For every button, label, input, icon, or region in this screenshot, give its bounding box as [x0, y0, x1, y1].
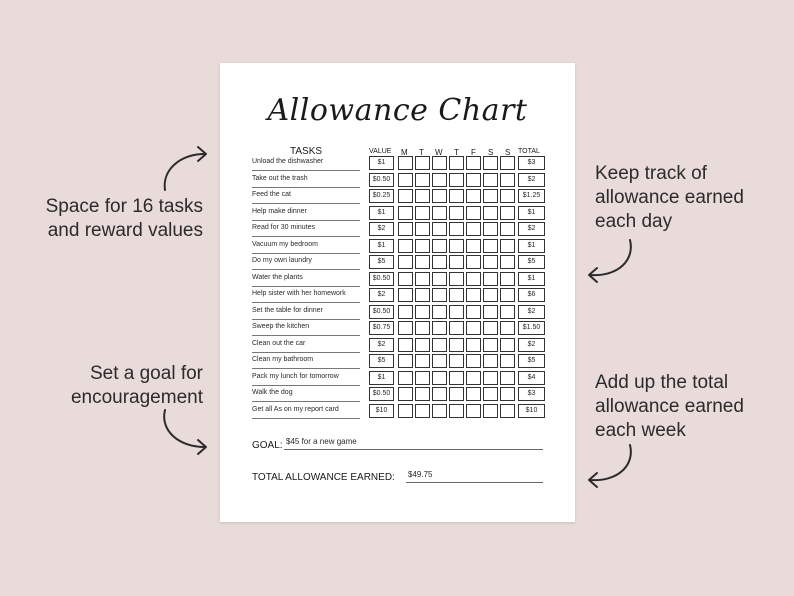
- sheet-title: Allowance Chart: [267, 93, 528, 128]
- day-checkbox: [432, 288, 447, 302]
- task-name: Walk the dog: [252, 387, 360, 402]
- day-checkbox: [449, 272, 464, 286]
- arrow-goal-icon: [150, 405, 220, 465]
- header-value: VALUE: [369, 148, 392, 155]
- task-value: $2: [369, 338, 394, 352]
- arrow-track-icon: [580, 235, 650, 295]
- day-checkbox: [449, 387, 464, 401]
- table-row: [252, 255, 552, 269]
- day-checkbox: [466, 305, 481, 319]
- table-row: [252, 371, 552, 385]
- task-name: Read for 30 minutes: [252, 222, 360, 237]
- earned-line: [406, 482, 543, 483]
- day-checkbox: [483, 354, 498, 368]
- day-checkbox: [398, 173, 413, 187]
- task-name: Vacuum my bedroom: [252, 239, 360, 254]
- day-checkbox: [449, 288, 464, 302]
- task-value: $0.50: [369, 387, 394, 401]
- day-checkbox: [466, 173, 481, 187]
- day-checkbox: [466, 272, 481, 286]
- day-checkbox: [415, 173, 430, 187]
- day-checkbox: [500, 321, 515, 335]
- callout-track-line1: Keep track of: [595, 163, 707, 184]
- day-checkbox: [432, 354, 447, 368]
- table-row: [252, 206, 552, 220]
- day-checkbox: [398, 371, 413, 385]
- day-checkbox: [415, 272, 430, 286]
- day-checkbox: [500, 255, 515, 269]
- task-value: $0.75: [369, 321, 394, 335]
- table-row: [252, 272, 552, 286]
- task-total: $6: [518, 288, 545, 302]
- day-checkbox: [415, 255, 430, 269]
- task-total: $3: [518, 156, 545, 170]
- callout-tasks-line2: and reward values: [47, 220, 203, 241]
- table-row: [252, 189, 552, 203]
- task-value: $0.50: [369, 272, 394, 286]
- day-checkbox: [415, 321, 430, 335]
- task-total: $1: [518, 206, 545, 220]
- task-value: $5: [369, 354, 394, 368]
- day-checkbox: [398, 404, 413, 418]
- day-checkbox: [398, 272, 413, 286]
- day-checkbox: [415, 371, 430, 385]
- task-total: $4: [518, 371, 545, 385]
- task-name: Help make dinner: [252, 206, 360, 221]
- day-checkbox: [483, 371, 498, 385]
- task-total: $2: [518, 222, 545, 236]
- callout-track: [595, 162, 785, 234]
- day-checkbox: [483, 288, 498, 302]
- task-value: $0.50: [369, 173, 394, 187]
- day-checkbox: [432, 206, 447, 220]
- day-checkbox: [466, 288, 481, 302]
- day-checkbox: [415, 288, 430, 302]
- header-total: TOTAL: [518, 148, 540, 155]
- day-checkbox: [466, 206, 481, 220]
- day-checkbox: [500, 387, 515, 401]
- day-checkbox: [500, 288, 515, 302]
- day-checkbox: [432, 255, 447, 269]
- day-checkbox: [449, 156, 464, 170]
- task-value: $0.50: [369, 305, 394, 319]
- day-checkbox: [415, 354, 430, 368]
- task-name: Clean my bathroom: [252, 354, 360, 369]
- task-name: Take out the trash: [252, 173, 360, 188]
- day-checkbox: [415, 189, 430, 203]
- day-checkbox: [449, 255, 464, 269]
- callout-goal-line1: Set a goal for: [89, 363, 203, 384]
- day-checkbox: [500, 173, 515, 187]
- day-checkbox: [432, 371, 447, 385]
- day-checkbox: [398, 305, 413, 319]
- day-checkbox: [483, 222, 498, 236]
- day-checkbox: [432, 222, 447, 236]
- table-row: [252, 354, 552, 368]
- day-checkbox: [466, 387, 481, 401]
- callout-week-line1: Add up the total: [595, 372, 729, 393]
- day-checkbox: [483, 321, 498, 335]
- day-checkbox: [500, 189, 515, 203]
- day-checkbox: [449, 222, 464, 236]
- goal-line: [284, 449, 543, 450]
- day-checkbox: [398, 338, 413, 352]
- callout-week-line2: allowance earned: [595, 396, 744, 417]
- table-row: [252, 222, 552, 236]
- callout-tasks: [30, 195, 203, 243]
- task-total: $1.50: [518, 321, 545, 335]
- task-name: Pack my lunch for tomorrow: [252, 371, 360, 386]
- day-checkbox: [466, 156, 481, 170]
- callout-track-line2: allowance earned: [595, 187, 744, 208]
- task-name: Get all As on my report card: [252, 404, 360, 419]
- day-checkbox: [483, 239, 498, 253]
- header-day-w: W: [435, 148, 443, 157]
- task-name: Clean out the car: [252, 338, 360, 353]
- day-checkbox: [432, 173, 447, 187]
- task-total: $10: [518, 404, 545, 418]
- earned-value: $49.75: [408, 470, 433, 479]
- day-checkbox: [398, 156, 413, 170]
- day-checkbox: [432, 239, 447, 253]
- goal-label: GOAL:: [252, 440, 283, 451]
- day-checkbox: [500, 272, 515, 286]
- header-day-f: F: [471, 148, 476, 157]
- task-name: Sweep the kitchen: [252, 321, 360, 336]
- task-value: $1: [369, 239, 394, 253]
- day-checkbox: [415, 305, 430, 319]
- task-value: $1: [369, 371, 394, 385]
- day-checkbox: [449, 321, 464, 335]
- day-checkbox: [449, 239, 464, 253]
- day-checkbox: [449, 371, 464, 385]
- day-checkbox: [500, 222, 515, 236]
- day-checkbox: [483, 156, 498, 170]
- day-checkbox: [466, 354, 481, 368]
- table-row: [252, 173, 552, 187]
- task-value: $2: [369, 222, 394, 236]
- day-checkbox: [500, 371, 515, 385]
- day-checkbox: [449, 354, 464, 368]
- day-checkbox: [398, 239, 413, 253]
- day-checkbox: [432, 305, 447, 319]
- day-checkbox: [449, 206, 464, 220]
- task-total: $5: [518, 354, 545, 368]
- callout-week: [595, 371, 785, 443]
- earned-label: TOTAL ALLOWANCE EARNED:: [252, 472, 395, 483]
- callout-tasks-line1: Space for 16 tasks: [45, 196, 203, 217]
- table-row: [252, 288, 552, 302]
- header-day-s: S: [488, 148, 494, 157]
- day-checkbox: [483, 387, 498, 401]
- day-checkbox: [466, 321, 481, 335]
- day-checkbox: [483, 305, 498, 319]
- header-tasks: TASKS: [290, 146, 323, 157]
- task-total: $2: [518, 173, 545, 187]
- day-checkbox: [449, 404, 464, 418]
- table-row: [252, 156, 552, 170]
- table-row: [252, 404, 552, 418]
- day-checkbox: [500, 354, 515, 368]
- day-checkbox: [398, 321, 413, 335]
- day-checkbox: [483, 189, 498, 203]
- day-checkbox: [449, 173, 464, 187]
- task-total: $2: [518, 305, 545, 319]
- day-checkbox: [398, 387, 413, 401]
- day-checkbox: [483, 338, 498, 352]
- day-checkbox: [483, 255, 498, 269]
- day-checkbox: [432, 387, 447, 401]
- task-name: Help sister with her homework: [252, 288, 360, 303]
- header-day-t: T: [419, 148, 424, 157]
- header-day-m: M: [401, 148, 408, 157]
- day-checkbox: [415, 387, 430, 401]
- table-row: [252, 338, 552, 352]
- day-checkbox: [500, 338, 515, 352]
- task-name: Unload the dishwasher: [252, 156, 360, 171]
- day-checkbox: [466, 371, 481, 385]
- day-checkbox: [466, 222, 481, 236]
- day-checkbox: [398, 255, 413, 269]
- day-checkbox: [415, 156, 430, 170]
- day-checkbox: [415, 206, 430, 220]
- day-checkbox: [398, 222, 413, 236]
- callout-goal: [30, 362, 203, 410]
- day-checkbox: [500, 156, 515, 170]
- day-checkbox: [466, 404, 481, 418]
- day-checkbox: [432, 338, 447, 352]
- task-value: $2: [369, 288, 394, 302]
- day-checkbox: [415, 239, 430, 253]
- task-name: Do my own laundry: [252, 255, 360, 270]
- task-total: $5: [518, 255, 545, 269]
- table-row: [252, 321, 552, 335]
- day-checkbox: [415, 404, 430, 418]
- day-checkbox: [449, 305, 464, 319]
- day-checkbox: [432, 272, 447, 286]
- day-checkbox: [449, 338, 464, 352]
- task-name: Feed the cat: [252, 189, 360, 204]
- day-checkbox: [432, 321, 447, 335]
- task-name: Set the table for dinner: [252, 305, 360, 320]
- day-checkbox: [398, 288, 413, 302]
- arrow-tasks-icon: [150, 140, 220, 200]
- task-value: $1: [369, 156, 394, 170]
- task-total: $2: [518, 338, 545, 352]
- day-checkbox: [466, 338, 481, 352]
- day-checkbox: [398, 206, 413, 220]
- day-checkbox: [483, 404, 498, 418]
- day-checkbox: [432, 189, 447, 203]
- day-checkbox: [432, 404, 447, 418]
- day-checkbox: [483, 272, 498, 286]
- day-checkbox: [466, 239, 481, 253]
- day-checkbox: [432, 156, 447, 170]
- day-checkbox: [398, 354, 413, 368]
- task-value: $0.25: [369, 189, 394, 203]
- task-total: $3: [518, 387, 545, 401]
- task-value: $1: [369, 206, 394, 220]
- day-checkbox: [483, 173, 498, 187]
- table-row: [252, 239, 552, 253]
- day-checkbox: [500, 305, 515, 319]
- day-checkbox: [398, 189, 413, 203]
- table-row: [252, 387, 552, 401]
- header-day-su: S: [505, 148, 511, 157]
- callout-week-line3: each week: [595, 420, 686, 441]
- callout-goal-line2: encouragement: [70, 387, 203, 408]
- arrow-week-icon: [580, 440, 650, 500]
- callout-track-line3: each day: [595, 211, 673, 232]
- day-checkbox: [449, 189, 464, 203]
- task-value: $10: [369, 404, 394, 418]
- goal-value: $45 for a new game: [286, 437, 357, 446]
- table-row: [252, 305, 552, 319]
- day-checkbox: [415, 338, 430, 352]
- day-checkbox: [500, 206, 515, 220]
- header-day-th: T: [454, 148, 459, 157]
- task-total: $1.25: [518, 189, 545, 203]
- allowance-sheet: [220, 63, 575, 522]
- day-checkbox: [466, 189, 481, 203]
- task-total: $1: [518, 272, 545, 286]
- task-total: $1: [518, 239, 545, 253]
- day-checkbox: [483, 206, 498, 220]
- day-checkbox: [500, 404, 515, 418]
- task-value: $5: [369, 255, 394, 269]
- day-checkbox: [415, 222, 430, 236]
- task-name: Water the plants: [252, 272, 360, 287]
- day-checkbox: [500, 239, 515, 253]
- day-checkbox: [466, 255, 481, 269]
